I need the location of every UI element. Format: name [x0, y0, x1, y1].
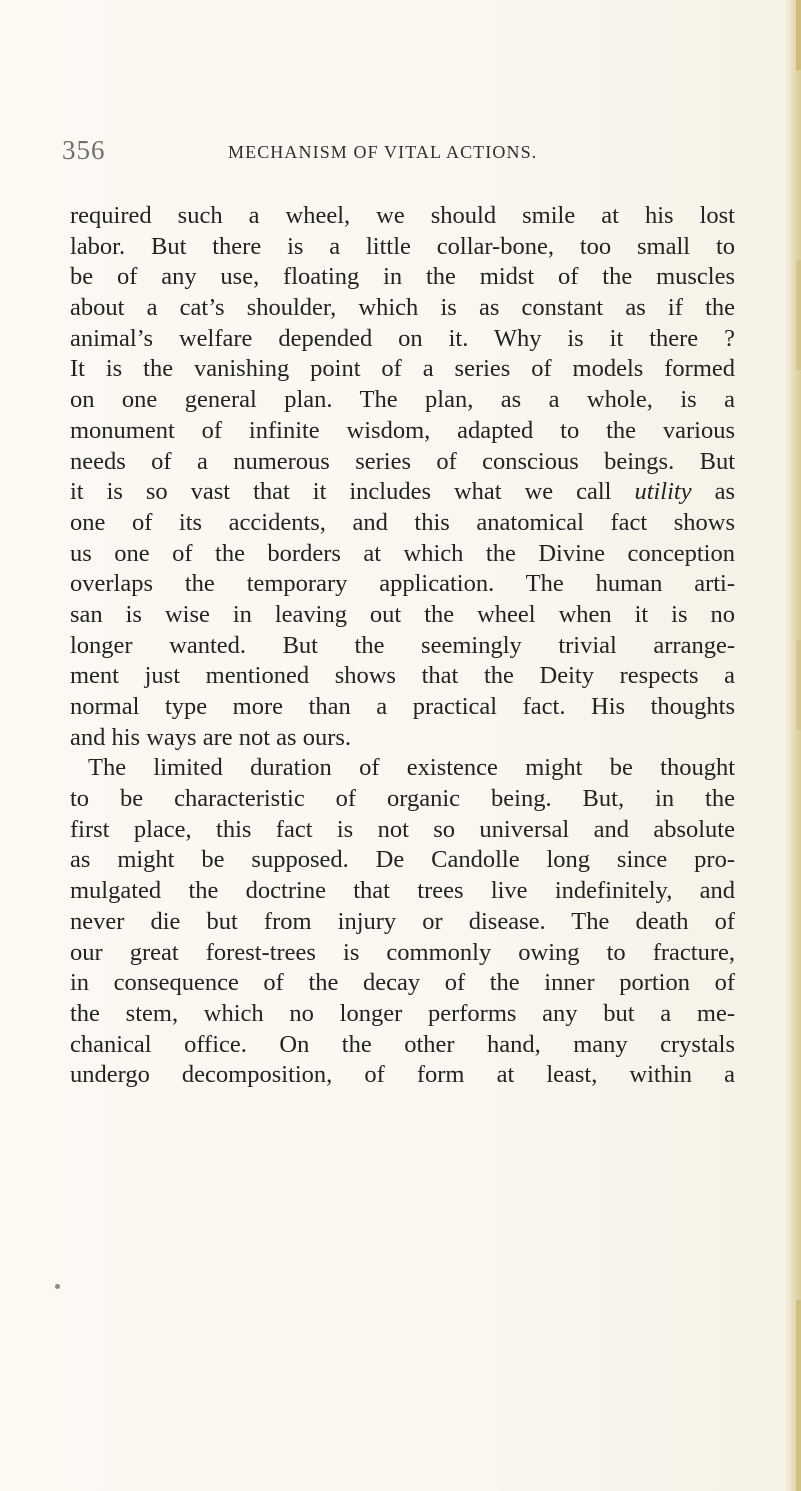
text-line: longer wanted. But the seemingly trivial arrange- [70, 631, 735, 659]
text-line: required such a wheel, we should smile at his lost [70, 202, 735, 229]
text-line: labor. But there is a little collar-bone, too small to [70, 232, 735, 260]
text-line: as might be supposed. De Candolle long since pro- [70, 846, 735, 874]
text-line: monument of infinite wisdom, adapted to the various [70, 416, 735, 444]
page-number: 356 [62, 135, 106, 165]
text-line: in consequence of the decay of the inner portion of [70, 969, 735, 997]
emphasis-word: utility [634, 478, 692, 506]
text-line: on one general plan. The plan, as a whole, is a [70, 386, 735, 414]
text-line: never die but from injury or disease. The death of [70, 907, 735, 935]
text-fragment: it is so vast that it includes what we call [70, 478, 635, 506]
text-line: ment just mentioned shows that the Deity respects a [70, 662, 735, 690]
edge-stain [796, 1300, 801, 1491]
text-line: mulgated the doctrine that trees live indefinitely, and [70, 877, 735, 905]
text-line: animal’s welfare depended on it. Why is it there ? [70, 324, 735, 352]
text-fragment: as [691, 478, 735, 506]
text-line: normal type more than a practical fact. His thoughts [70, 693, 735, 720]
text-line: to be characteristic of organic being. But, in the [70, 785, 735, 813]
page-edge-shadow [785, 0, 801, 1491]
text-line: san is wise in leaving out the wheel when it is no [70, 600, 735, 628]
text-line: undergo decomposition, of form at least, within a [70, 1061, 735, 1089]
text-line: overlaps the temporary application. The human arti- [70, 570, 735, 598]
text-line: It is the vanishing point of a series of models formed [70, 355, 735, 383]
text-line: first place, this fact is not so universal and absolute [70, 815, 735, 843]
text-line: us one of the borders at which the Divine conception [70, 539, 735, 567]
running-head: MECHANISM OF VITAL ACTIONS. [228, 142, 538, 162]
paragraph-start-line: The limited duration of existence might be thought [88, 754, 735, 782]
edge-stain [796, 260, 801, 370]
body-text [70, 201, 735, 1091]
text-line: about a cat’s shoulder, which is as constant as if the [70, 294, 735, 322]
text-line-with-emphasis [70, 477, 735, 508]
text-line: one of its accidents, and this anatomical fact shows [70, 508, 735, 536]
text-line: and his ways are not as ours. [70, 723, 352, 751]
margin-mark [55, 1284, 60, 1289]
edge-stain [796, 0, 801, 70]
text-line: be of any use, floating in the midst of the muscles [70, 263, 735, 291]
text-line: needs of a numerous series of conscious beings. But [70, 447, 735, 475]
page-header [0, 135, 801, 175]
text-line: the stem, which no longer performs any but a me- [70, 999, 735, 1027]
text-line: our great forest-trees is commonly owing to fracture, [70, 938, 735, 966]
text-line: chanical office. On the other hand, many crystals [70, 1030, 735, 1058]
edge-stain [796, 640, 801, 730]
